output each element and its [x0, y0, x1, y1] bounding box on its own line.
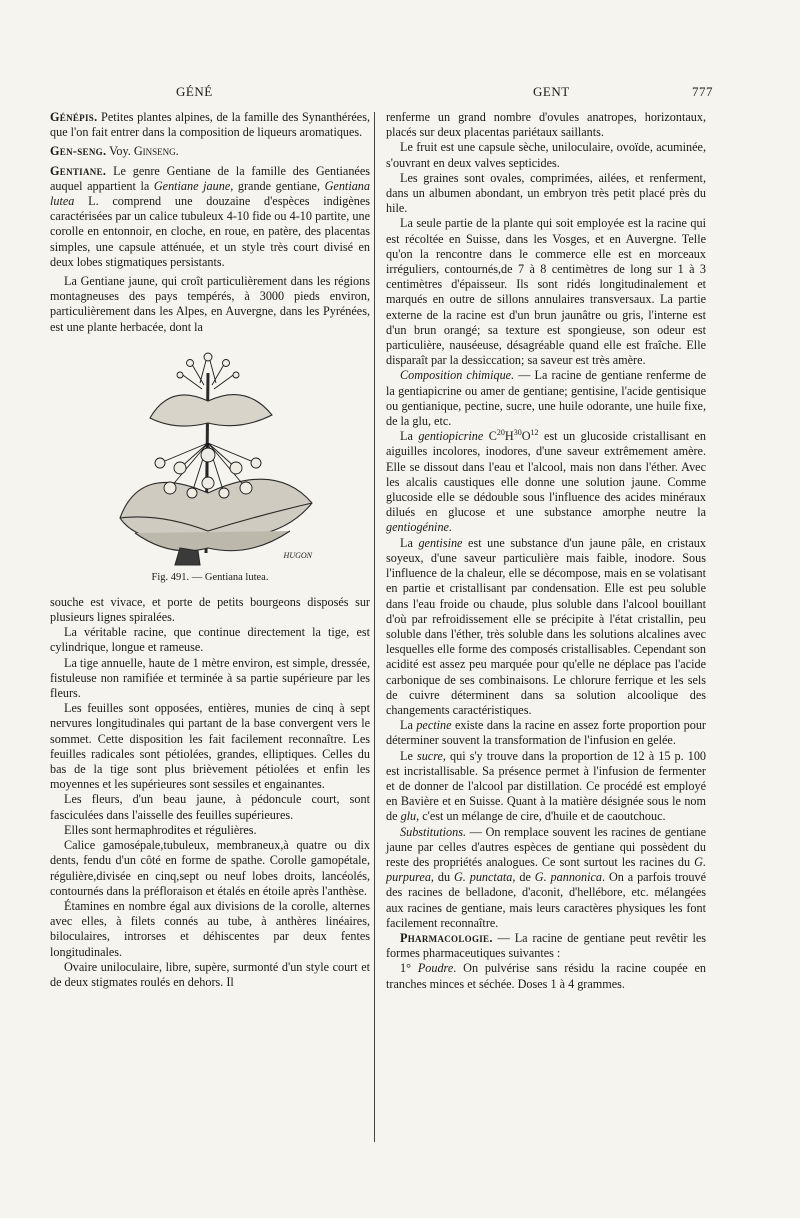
- page-number: 777: [692, 84, 713, 99]
- paragraph-pectine: [386, 718, 706, 748]
- formula-subscript: 20: [496, 428, 505, 438]
- figure-caption: Fig. 491. — Gentiana lutea.: [151, 571, 269, 583]
- entry-genepis: [50, 110, 370, 140]
- section-head: Composition chimique.: [400, 368, 515, 383]
- section-head: Pharmacologie.: [400, 930, 493, 945]
- entry-text: Voy.: [106, 144, 134, 159]
- paragraph-text: 1°: [400, 961, 418, 976]
- headword: Génépis.: [50, 110, 98, 124]
- paragraph-composition: [386, 368, 706, 429]
- entry-gentiane: [50, 164, 370, 270]
- paragraph-text: , c'est un mélange de cire, d'huile et de caoutchouc.: [416, 809, 666, 824]
- paragraph-sucre: [386, 749, 706, 825]
- formula-subscript: 12: [530, 428, 539, 438]
- paragraph-text: — La racine de gentiane peut revêtir les formes pharmaceutiques suivantes :: [386, 930, 706, 961]
- italic-term: G. punctata,: [453, 870, 516, 885]
- italic-term: pectine: [416, 718, 452, 733]
- paragraph-text: La: [400, 429, 419, 444]
- paragraph: Les feuilles sont opposées, entières, munies de cinq à sept nervures longitudinales qui partant de la base convergent vers le sommet. Cette disposition les fait facilement reconnaître. Les feuilles radicales sont pétiolées, grandes, elliptiques. Celles du bas de la tige sont plus brièvement pétiolées et enfin les moyennes et les supérieures sont sessiles et engainantes.: [50, 701, 370, 792]
- paragraph: La tige annuelle, haute de 1 mètre environ, est simple, dressée, fistuleuse non ramifiée et terminée à sa partie supérieure par les fleurs.: [50, 655, 370, 701]
- paragraph-text: Le: [400, 748, 417, 763]
- paragraph-text: existe dans la racine en assez forte proportion pour déterminer souvent la transformation de l'infusion en gelée.: [386, 718, 706, 748]
- column-rule: [374, 112, 375, 1142]
- paragraph-text: de: [515, 870, 535, 885]
- entry-text: L. comprend une douzaine d'espèces indigènes caractérisées par un calice tubuleux 4-10 fide ou 4-10 partite, une corolle en entonnoir, en cloche, en roue, en patère, des placentas simples, une capsule atténuée, et un style très court divisé en deux lobes stigmatiques persistants.: [50, 194, 370, 269]
- paragraph-pharmacologie: [386, 931, 706, 961]
- gentiana-illustration: [80, 343, 340, 568]
- engraver-signature: HUGON: [283, 550, 312, 560]
- paragraph-text: est une substance d'un jaune pâle, en cristaux soyeux, d'une saveur particulière mais faible, inodore. Sous l'influence de la chaleur, elle se décompose, mais en se volatisant en partie et cristallisant par condensation. Elle est peu soluble dans l'eau froide ou chaude, plus soluble dans l'alcool bouillant d'où par refroidissement elle se précipite à l'état cristallin, peu soluble dans l'éther, très soluble dans les solutions alcalines avec lesquelles elle forme des composés cristallisables. Cependant son acidité est assez peu marquée pour qu'elle ne déplace pas l'acide carbonique de ses combinaisons. Le chlorure ferrique et les sels de cuivre déterminent dans sa solution alcoolique des changements caractéristiques.: [386, 535, 706, 717]
- paragraph-gentisine: [386, 536, 706, 718]
- paragraph-text: — On remplace souvent les racines de gentiane jaune par celles d'autres espèces de gentiane qui possèdent du reste des propriétés analogues. Ce sont surtout les racines du: [386, 824, 706, 869]
- paragraph-substitutions: [386, 825, 706, 931]
- paragraph-text: — La racine de gentiane renferme de la gentiapicrine ou amer de gentiane; gentisine, l'acide gentisique ou gentianique, pectine, sucre, une huile odorante, une huile fixe, de la glu, etc.: [386, 368, 706, 429]
- italic-term: glu: [400, 809, 417, 824]
- italic-term: gentiogénine.: [386, 520, 452, 535]
- paragraph-text: . On a parfois trouvé des racines de belladone, d'aconit, d'hellébore, etc. mélangées aux racines de gentiane, mais leurs caractères physiques les font facilement reconnaître.: [386, 870, 706, 930]
- paragraph-text: est un glucoside cristallisant en aiguilles incolores, inodores, d'une saveur extrêmement amère. Elle se dissout dans l'eau et l'alcool, mais non dans l'éther. Avec les alcalis caustiques elle donne une solution jaune. Comme glucoside elle se dédouble sous l'influence des acides minéraux dilués en glucose et une substance amorphe neutre la: [386, 429, 707, 520]
- italic-term: gentiopicrine: [418, 429, 484, 444]
- paragraph: La véritable racine, que continue directement la tige, est cylindrique, longue et rameuse.: [50, 625, 370, 655]
- paragraph-text: . On pulvérise sans résidu la racine coupée en tranches minces et séchée. Doses 1 à 4 grammes.: [386, 961, 707, 991]
- paragraph-text: La: [400, 718, 417, 733]
- headword: Gentiane.: [50, 163, 107, 178]
- paragraph: Le fruit est une capsule sèche, uniloculaire, ovoïde, acuminée, s'ouvrant en deux valves septicides.: [386, 140, 706, 170]
- formula-part: H: [504, 429, 514, 444]
- paragraph: renferme un grand nombre d'ovules anatropes, horizontaux, placés sur deux placentas pariétaux saillants.: [386, 110, 706, 140]
- headword: Gen-seng.: [50, 144, 107, 159]
- italic-term: Gentiane jaune: [153, 178, 231, 193]
- running-head-left: GÉNÉ: [176, 84, 213, 99]
- italic-term: Poudre: [417, 961, 454, 976]
- paragraph-poudre: [386, 961, 706, 991]
- paragraph: Les fleurs, d'un beau jaune, à pédoncule court, sont fasciculées dans l'aisselle des feuilles supérieures.: [50, 792, 370, 822]
- paragraph: souche est vivace, et porte de petits bourgeons disposés sur plusieurs lignes spiralées.: [50, 594, 370, 625]
- cross-reference: Ginseng.: [133, 144, 179, 159]
- paragraph: Étamines en nombre égal aux divisions de la corolle, alternes avec elles, à filets connés au tube, à anthères linéaires, biloculaires, introrses et déhiscentes par deux fentes longitudinales.: [50, 898, 370, 959]
- paragraph: Calice gamosépale,tubuleux, membraneux,à quatre ou dix dents, fendu d'un côté en forme de spathe. Corolle gamopétale, régulière,divisée en cinq,sept ou neuf lobes droits, lancéolés, contournés dans la préfloraison et étalés en étoile après l'anthèse.: [50, 838, 370, 898]
- paragraph: La Gentiane jaune, qui croît particulièrement dans les régions montagneuses des pays tempérés, à 3000 pieds environ, particulièrement dans les Alpes, en Auvergne, dans les Pyrénées, est une plante herbacée, dont la: [50, 274, 370, 334]
- formula-part: C: [483, 429, 497, 444]
- paragraph-text: , du: [430, 870, 454, 885]
- italic-term: G. pannonica: [534, 870, 602, 885]
- paragraph-gentiopicrine: [386, 429, 706, 535]
- italic-term: gentisine: [418, 535, 463, 550]
- italic-term: G. purpurea: [386, 854, 706, 885]
- figure-gentiana-lutea: [50, 343, 370, 591]
- formula-part: O: [521, 429, 531, 444]
- entry-gen-seng: [50, 144, 370, 159]
- paragraph-text: , qui s'y trouve dans la proportion de 12 à 15 p. 100 est incristallisable. Sa présence permet à l'infusion de fermenter et de donner de l'alcool par distillation. Ce procédé est employé en Bavière et en Suisse. Quant à la matière désignée sous le nom de: [386, 748, 707, 824]
- paragraph: Elles sont hermaphrodites et régulières.: [64, 822, 257, 837]
- running-head-right: GENT: [533, 84, 570, 99]
- italic-term: Gentiana lutea: [50, 178, 370, 209]
- entry-text: Le genre Gentiane de la famille des Gentianées auquel appartient la: [50, 163, 370, 193]
- entry-text: , grande gentiane,: [230, 178, 325, 193]
- section-head: Substitutions.: [400, 824, 467, 839]
- italic-term: sucre: [416, 748, 443, 763]
- formula-subscript: 30: [513, 428, 522, 438]
- paragraph: Les graines sont ovales, comprimées, ailées, et renferment, dans un albumen abondant, un embryon très petit placé près du hile.: [386, 170, 706, 216]
- paragraph-text: La: [400, 535, 419, 550]
- paragraph: Ovaire uniloculaire, libre, supère, surmonté d'un style court et de deux stigmates roulés en dehors. Il: [50, 959, 370, 989]
- paragraph: La seule partie de la plante qui soit employée est la racine qui est récoltée en Suisse, dans les Vosges, et en Auvergne. Telle qu'on la rencontre dans le commerce elle est en morceaux irréguliers, contournés,de 7 à 8 centimètres de long sur 1 à 3 centimètres d'épaisseur. Ils sont ridés longitudinalement et marqués en outre de sillons annulaires transversaux. La partie externe de la racine est d'un brun jaunâtre ou gris, l'interne est d'un brun orangé; sa texture est spongieuse, son odeur est particulière, nauséeuse, désagréable quand elle est fraîche. Elle disparaît par la dessiccation; sa saveur est très amère.: [386, 216, 706, 368]
- right-column: [386, 110, 706, 992]
- left-column: [50, 110, 370, 990]
- entry-text: Petites plantes alpines, de la famille des Synanthérées, que l'on fait entrer dans la composition de liqueurs aromatiques.: [50, 110, 370, 140]
